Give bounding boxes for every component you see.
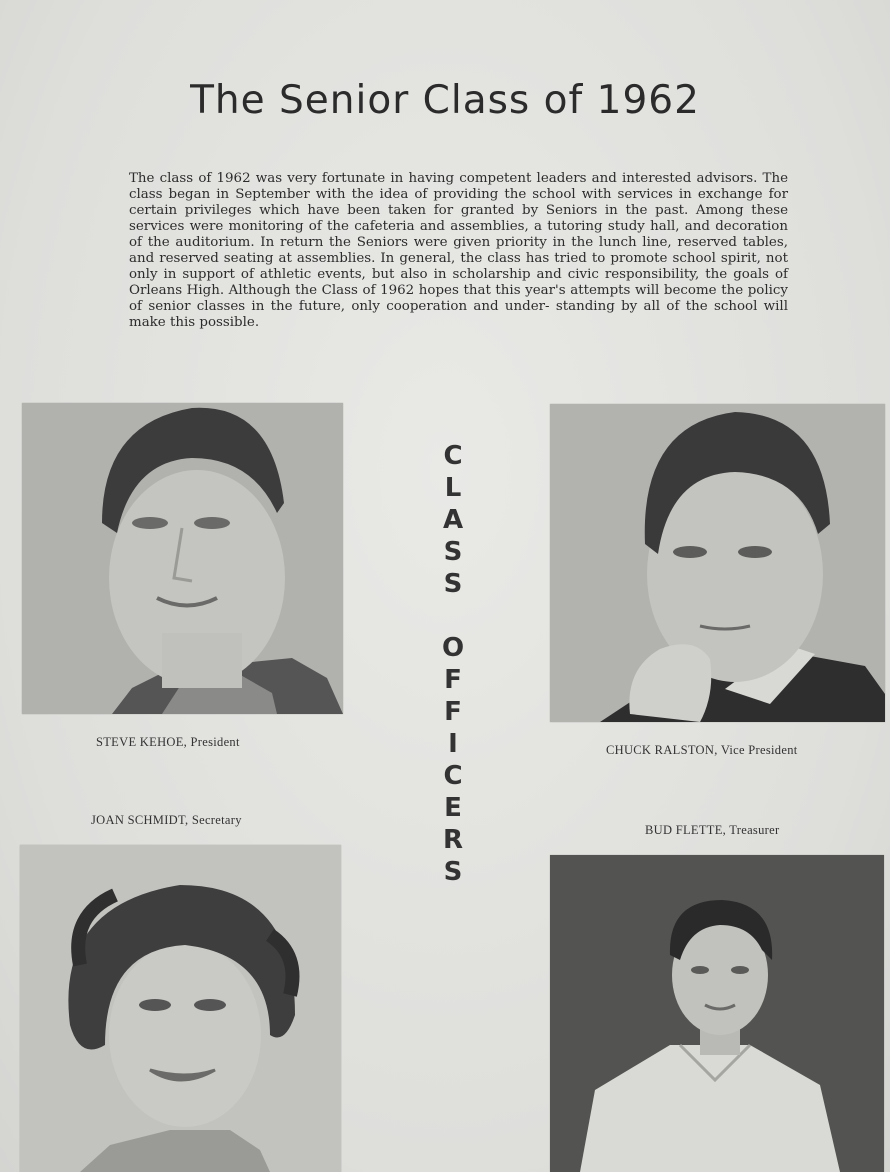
class-officers-heading bbox=[436, 440, 470, 888]
vertical-letter: O bbox=[441, 633, 465, 663]
vertical-letter: S bbox=[443, 537, 463, 567]
vertical-letter: S bbox=[443, 569, 463, 599]
vertical-gap bbox=[436, 600, 470, 632]
caption-secretary: JOAN SCHMIDT, Secretary bbox=[91, 813, 242, 827]
vertical-letter: R bbox=[442, 825, 464, 855]
photo-president bbox=[22, 403, 343, 714]
intro-paragraph: The class of 1962 was very fortunate in having competent leaders and interested advisors. The class began in September with the idea of providing the school with services in exchange for certain privileges which have been taken for granted by Seniors in the past. Among these services were monitoring of the cafeteria and assemblies, a tutoring study hall, and decoration of the auditorium. In return the Seniors were given priority in the lunch line, reserved tables, and reserved seating at assemblies. In general, the class has tried to promote school spirit, not only in support of athletic events, but also in scholarship and civic responsibility, the goals of Orleans High. Although the Class of 1962 hopes that this year's attempts will become the policy of senior classes in the future, only cooperation and under- standing by all of the school will make this possible. bbox=[129, 171, 788, 330]
vertical-letter: C bbox=[443, 761, 463, 791]
vertical-letter: L bbox=[444, 473, 462, 503]
caption-president: STEVE KEHOE, President bbox=[96, 735, 240, 749]
vertical-word-class bbox=[436, 440, 470, 600]
vertical-letter: F bbox=[444, 665, 462, 695]
page-title: The Senior Class of 1962 bbox=[190, 78, 700, 123]
photo-treasurer bbox=[550, 855, 884, 1172]
caption-treasurer: BUD FLETTE, Treasurer bbox=[645, 823, 780, 837]
vertical-letter: S bbox=[443, 857, 463, 887]
vertical-word-officers bbox=[436, 632, 470, 888]
vertical-letter: A bbox=[442, 505, 464, 535]
caption-vice-president: CHUCK RALSTON, Vice President bbox=[606, 743, 798, 757]
photo-vice-president bbox=[550, 404, 885, 722]
vertical-letter: C bbox=[443, 441, 463, 471]
photo-secretary bbox=[20, 845, 341, 1172]
vertical-letter: F bbox=[444, 697, 462, 727]
vertical-letter: I bbox=[448, 729, 458, 759]
vertical-letter: E bbox=[444, 793, 462, 823]
